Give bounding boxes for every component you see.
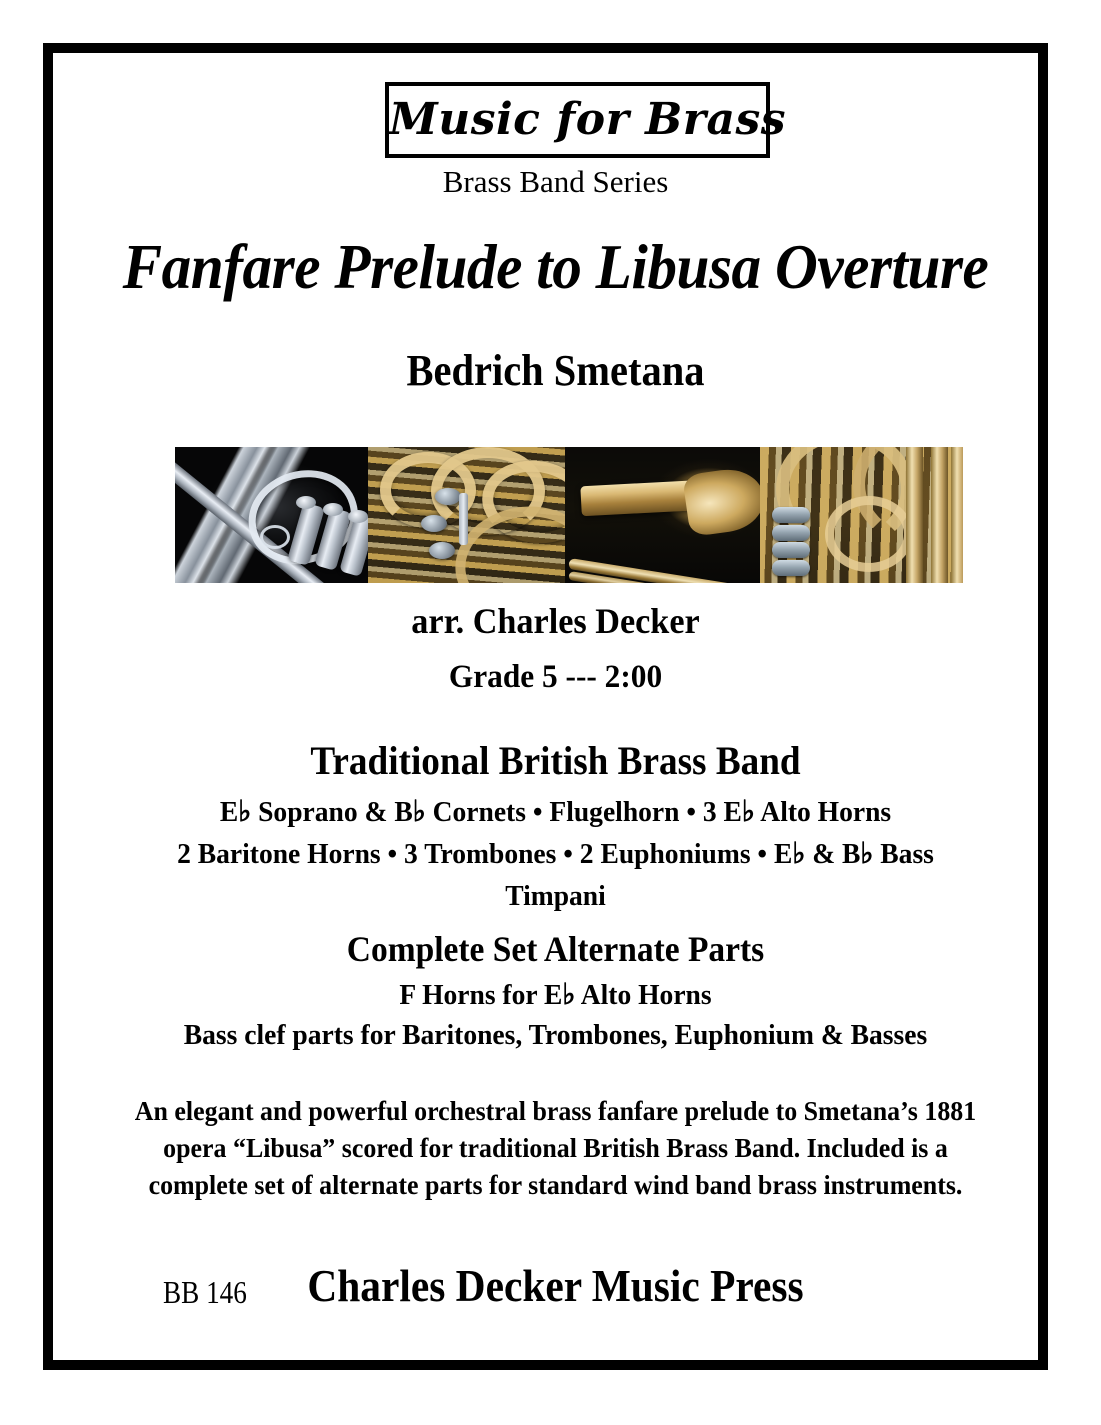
cornet-valve-cap-1-shape [296, 496, 316, 509]
instrumentation-heading: Traditional British Brass Band [310, 738, 801, 783]
instrumentation-list [63, 791, 1048, 917]
catalog-number: BB 146 [163, 1274, 247, 1310]
tuba-key-pad-4-shape [772, 560, 810, 576]
french-horn-lever-shape [459, 493, 468, 545]
tuba-pipe-1-shape [906, 447, 923, 583]
tuba-pipe-2-shape [931, 447, 948, 583]
tuba-key-pad-2-shape [772, 525, 810, 541]
alternate-parts-line: F Horns for E♭ Alto Horns [399, 979, 712, 1011]
cover-content [63, 53, 1048, 1360]
arranger-credit: arr. Charles Decker [411, 601, 700, 641]
page-title: Fanfare Prelude to Libusa Overture [122, 232, 989, 302]
grade-and-duration: Grade 5 --- 2:00 [448, 659, 663, 695]
trombone-photo [565, 447, 760, 583]
instrumentation-line: E♭ Soprano & B♭ Cornets • Flugelhorn • 3 E♭ Alto Horns [219, 796, 892, 828]
instrument-photo-strip [175, 447, 963, 583]
cornet-water-key-shape [260, 525, 290, 549]
alternate-parts-list [63, 975, 1048, 1055]
series-logo-text: Music for Brass [389, 94, 786, 145]
cornet-valve-cap-2-shape [323, 503, 343, 516]
alternate-parts-line: Bass clef parts for Baritones, Trombones, Euphonium & Basses [183, 1019, 928, 1051]
french-horn-key-2-shape [421, 515, 447, 532]
tuba-photo [760, 447, 963, 583]
series-logo-box [385, 82, 786, 158]
french-horn-key-1-shape [435, 488, 461, 505]
instrumentation-line: Timpani [505, 880, 606, 912]
series-subtitle: Brass Band Series [442, 164, 669, 199]
cornet-photo [175, 447, 368, 583]
instrumentation-line: 2 Baritone Horns • 3 Trombones • 2 Euphoniums • E♭ & B♭ Bass [177, 838, 934, 870]
cornet-valve-cap-3-shape [348, 510, 368, 523]
tuba-pipe-3-shape [951, 447, 963, 583]
alternate-parts-heading: Complete Set Alternate Parts [346, 929, 765, 969]
page-border-frame [43, 43, 1048, 1370]
french-horn-photo [368, 447, 565, 583]
tuba-key-pad-3-shape [772, 542, 810, 558]
publisher-name: Charles Decker Music Press [307, 1260, 804, 1311]
tuba-tubing-ring-shape [825, 496, 913, 572]
composer-name: Bedrich Smetana [406, 346, 705, 395]
tuba-key-pad-1-shape [772, 507, 810, 523]
description-paragraph: An elegant and powerful orchestral brass fanfare prelude to Smetana’s 1881 opera “Libusa” scored for traditional British Brass Band. Included is a complete set of alternate parts for standard wind band brass instruments. [134, 1096, 977, 1200]
